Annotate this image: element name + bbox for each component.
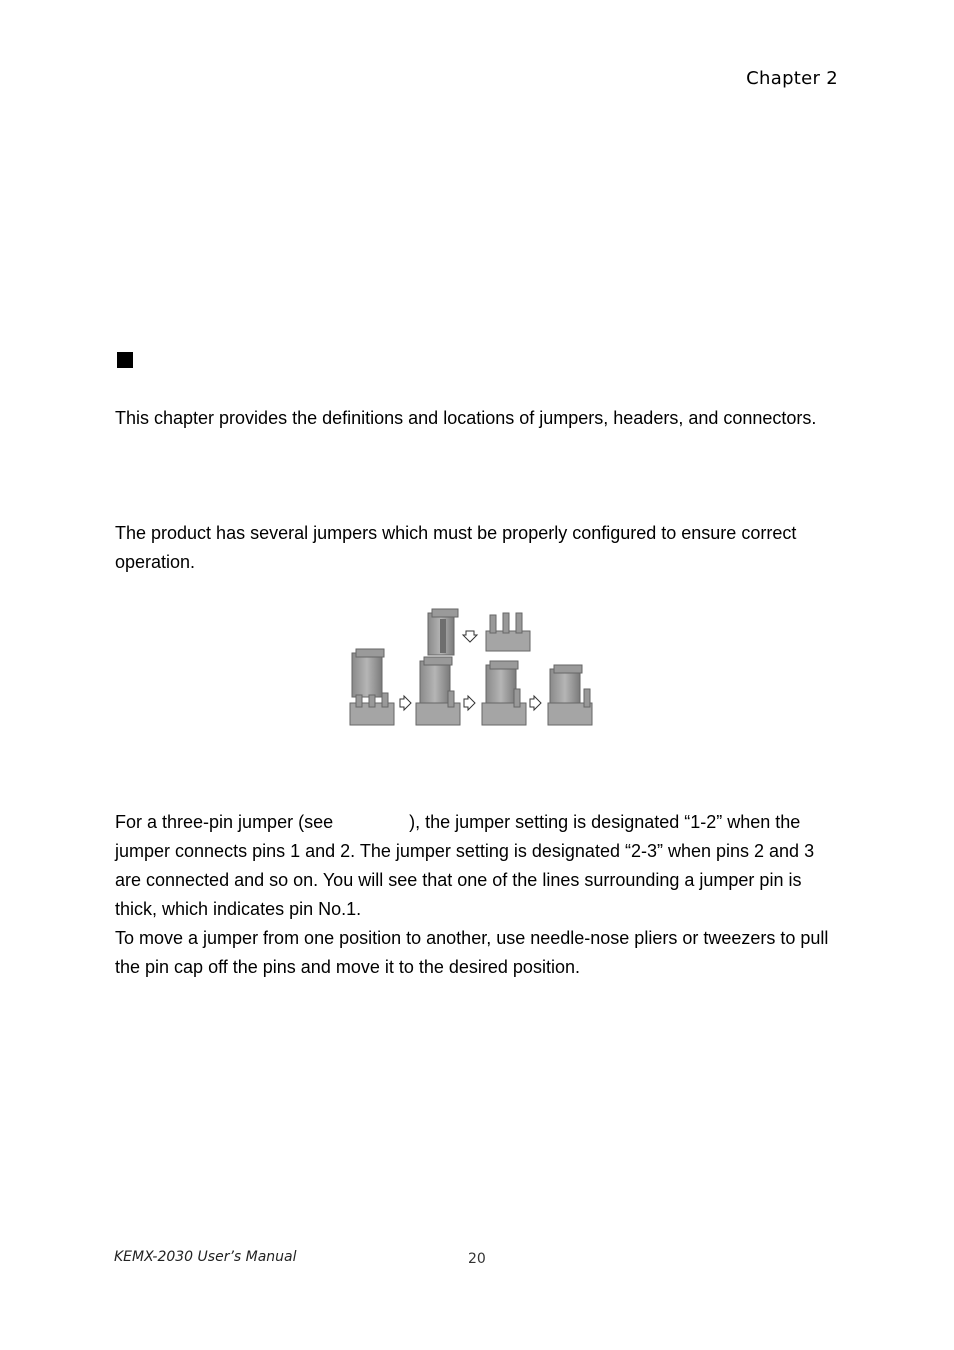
jumper-stage-3 [482, 661, 526, 725]
jumper-desc-part2: ), the jumper setting is designated “1-2” when the jumper connects pins 1 and 2. The jumper setting is designated “2-3” when pins 2 and 3 are connected and so on. You will see that one of the lines surrounding a jumper pin is thick, which indicates pin No.1. [115, 812, 815, 919]
footer-page-number: 20 [468, 1251, 486, 1267]
jumper-stage-2 [416, 657, 460, 725]
jumpers-intro-paragraph: The product has several jumpers which must be properly configured to ensure correct operation. [115, 523, 797, 572]
chapter-header: Chapter 2 [746, 68, 838, 89]
jumper-illustration [348, 605, 600, 731]
arrow-icon [463, 631, 477, 642]
intro-paragraph: This chapter provides the definitions and locations of jumpers, headers, and connectors. [115, 408, 817, 428]
jumper-move-instruction: To move a jumper from one position to another, use needle-nose pliers or tweezers to pull the pin cap off the pins and move it to the desired position. [115, 928, 829, 977]
jumper-cap-top [428, 609, 458, 655]
jumper-stage-4 [548, 665, 592, 725]
jumper-description [115, 808, 835, 982]
arrow-icon [530, 696, 541, 710]
jumper-stage-1 [350, 649, 394, 725]
jumper-desc-part1: For a three-pin jumper (see [115, 812, 334, 832]
arrow-icon [400, 696, 411, 710]
arrow-icon [464, 696, 475, 710]
footer-manual-title: KEMX-2030 User’s Manual [114, 1249, 297, 1265]
section-bullet [117, 352, 133, 368]
jumper-pins-top [486, 613, 530, 651]
